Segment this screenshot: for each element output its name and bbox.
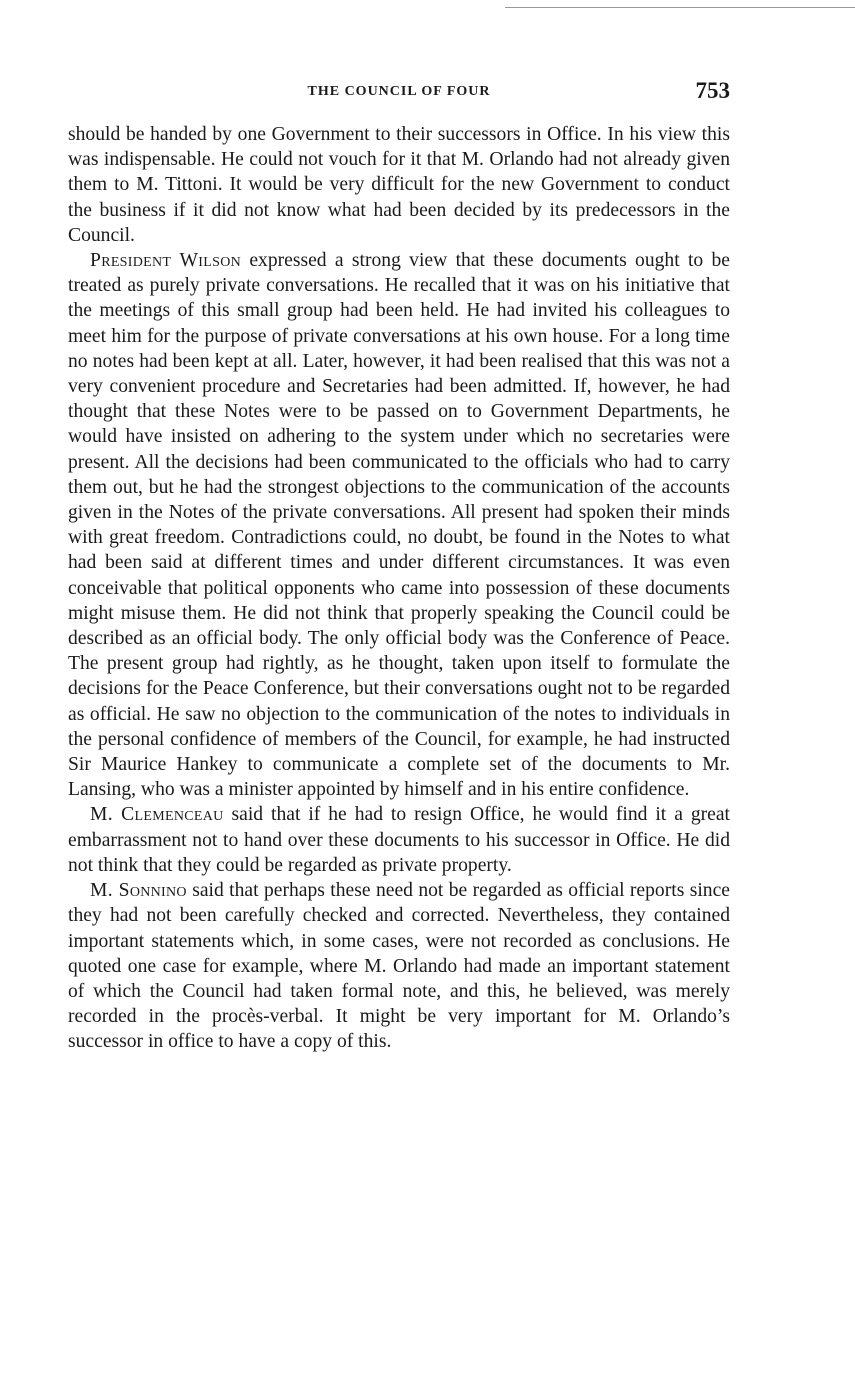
paragraph-continuation	[68, 122, 730, 248]
paragraph-text: said that perhaps these need not be regarded as official reports since they had not been carefully checked and corrected. Nevertheless, they contained important statements which, in some cases, were not recorded as conclusions. He quoted one case for example, where M. Orlando had made an important statement of which the Council had taken formal note, and this, he believed, was merely recorded in the procès-verbal. It might be very important for M. Orlando’s successor in office to have a copy of this.	[68, 880, 730, 1053]
speaker-name: President Wilson	[90, 250, 242, 272]
paragraph-clemenceau	[68, 802, 730, 878]
paragraph-text: said that if he had to resign Office, he would find it a great embarrassment not to hand over these documents to his successor in Office. He did not think that they could be regarded as private property.	[68, 804, 730, 876]
paragraph-text: expressed a strong view that these documents ought to be treated as purely private conversations. He recalled that it was on his initiative that the meetings of this small group had been held. He had invited his colleagues to meet him for the purpose of private conversations at his own house. For a long time no notes had been kept at all. Later, however, it had been realised that this was not a very convenient procedure and Secretaries had been admitted. If, however, he had thought that these Notes were to be passed on to Government Departments, he would have insisted on adhering to the system under which no secretaries were present. All the decisions had been communicated to the officials who had to carry them out, but he had the strongest objections to the communication of the accounts given in the Notes of the private conversations. All present had spoken their minds with great freedom. Contradictions could, no doubt, be found in the Notes to what had been said at different times and under different circumstances. It was even conceivable that political opponents who came into possession of these documents might misuse them. He did not think that properly speaking the Council could be described as an official body. The only official body was the Conference of Peace. The present group had rightly, as he thought, taken upon itself to formulate the decisions for the Peace Conference, but their conversations ought not to be regarded as official. He saw no objection to the communication of the notes to individuals in the personal confidence of members of the Council, for example, he had instructed Sir Maurice Hankey to communicate a complete set of the documents to Mr. Lansing, who was a minister appointed by himself and in his entire confidence.	[68, 250, 730, 801]
speaker-name: M. Clemenceau	[90, 804, 224, 826]
paragraph-wilson	[68, 248, 730, 802]
top-edge-rule	[505, 7, 855, 8]
page-number: 753	[695, 78, 730, 103]
speaker-name: M. Sonnino	[90, 880, 187, 902]
paragraph-sonnino	[68, 878, 730, 1054]
text-body	[68, 122, 730, 1055]
running-title: THE COUNCIL OF FOUR	[307, 84, 491, 99]
paragraph-text: should be handed by one Government to their successors in Office. In his view this was indispensable. He could not vouch for it that M. Orlando had not already given them to M. Tittoni. It would be very difficult for the new Government to conduct the business if it did not know what had been decided by its predecessors in the Council.	[68, 124, 730, 246]
running-head	[68, 80, 730, 106]
